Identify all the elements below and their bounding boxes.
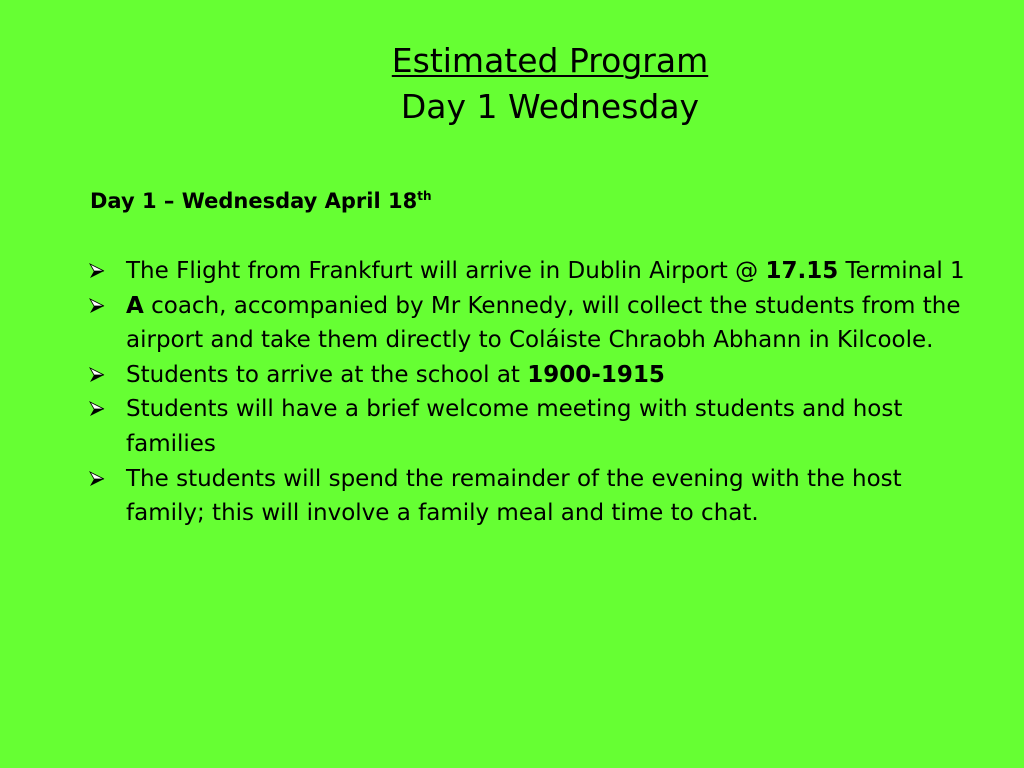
bullet-item-4 [86,392,966,461]
bullet-text-bold: 1900-1915 [527,361,665,388]
title-line-1: Estimated Program [391,41,709,80]
bullet-text-bold: A [126,292,144,319]
bullet-item-5 [86,462,966,531]
arrowhead-bullet-icon [89,471,105,487]
bullet-text-after: Terminal 1 [838,258,965,284]
bullet-text-bold: 17.15 [765,258,839,284]
bullet-item-1 [86,254,966,289]
day-heading [90,189,431,213]
arrowhead-bullet-icon [89,263,105,279]
bullet-item-3 [86,358,966,393]
title-line-2: Day 1 Wednesday [400,87,700,126]
bullet-list [86,254,966,531]
day-heading-text: Day 1 – Wednesday April 18 [90,189,418,213]
bullet-text-before: The Flight from Frankfurt will arrive in Dublin Airport @ [126,258,766,284]
slide-title [250,38,850,130]
arrowhead-bullet-icon [89,298,105,314]
day-heading-superscript: th [417,189,432,203]
arrowhead-bullet-icon [89,401,105,417]
bullet-text-before: Students to arrive at the school at [126,361,528,388]
bullet-text-before: The students will spend the remainder of the evening with the host family; this will involve a family meal and time to chat. [126,465,902,527]
bullet-text-after: coach, accompanied by Mr Kennedy, will collect the students from the airport and take them directly to Coláiste Chraobh Abhann in Kilcoole. [126,292,961,354]
arrowhead-bullet-icon [89,367,105,383]
bullet-text-before: Students will have a brief welcome meeting with students and host families [126,396,903,457]
bullet-item-2 [86,289,966,358]
